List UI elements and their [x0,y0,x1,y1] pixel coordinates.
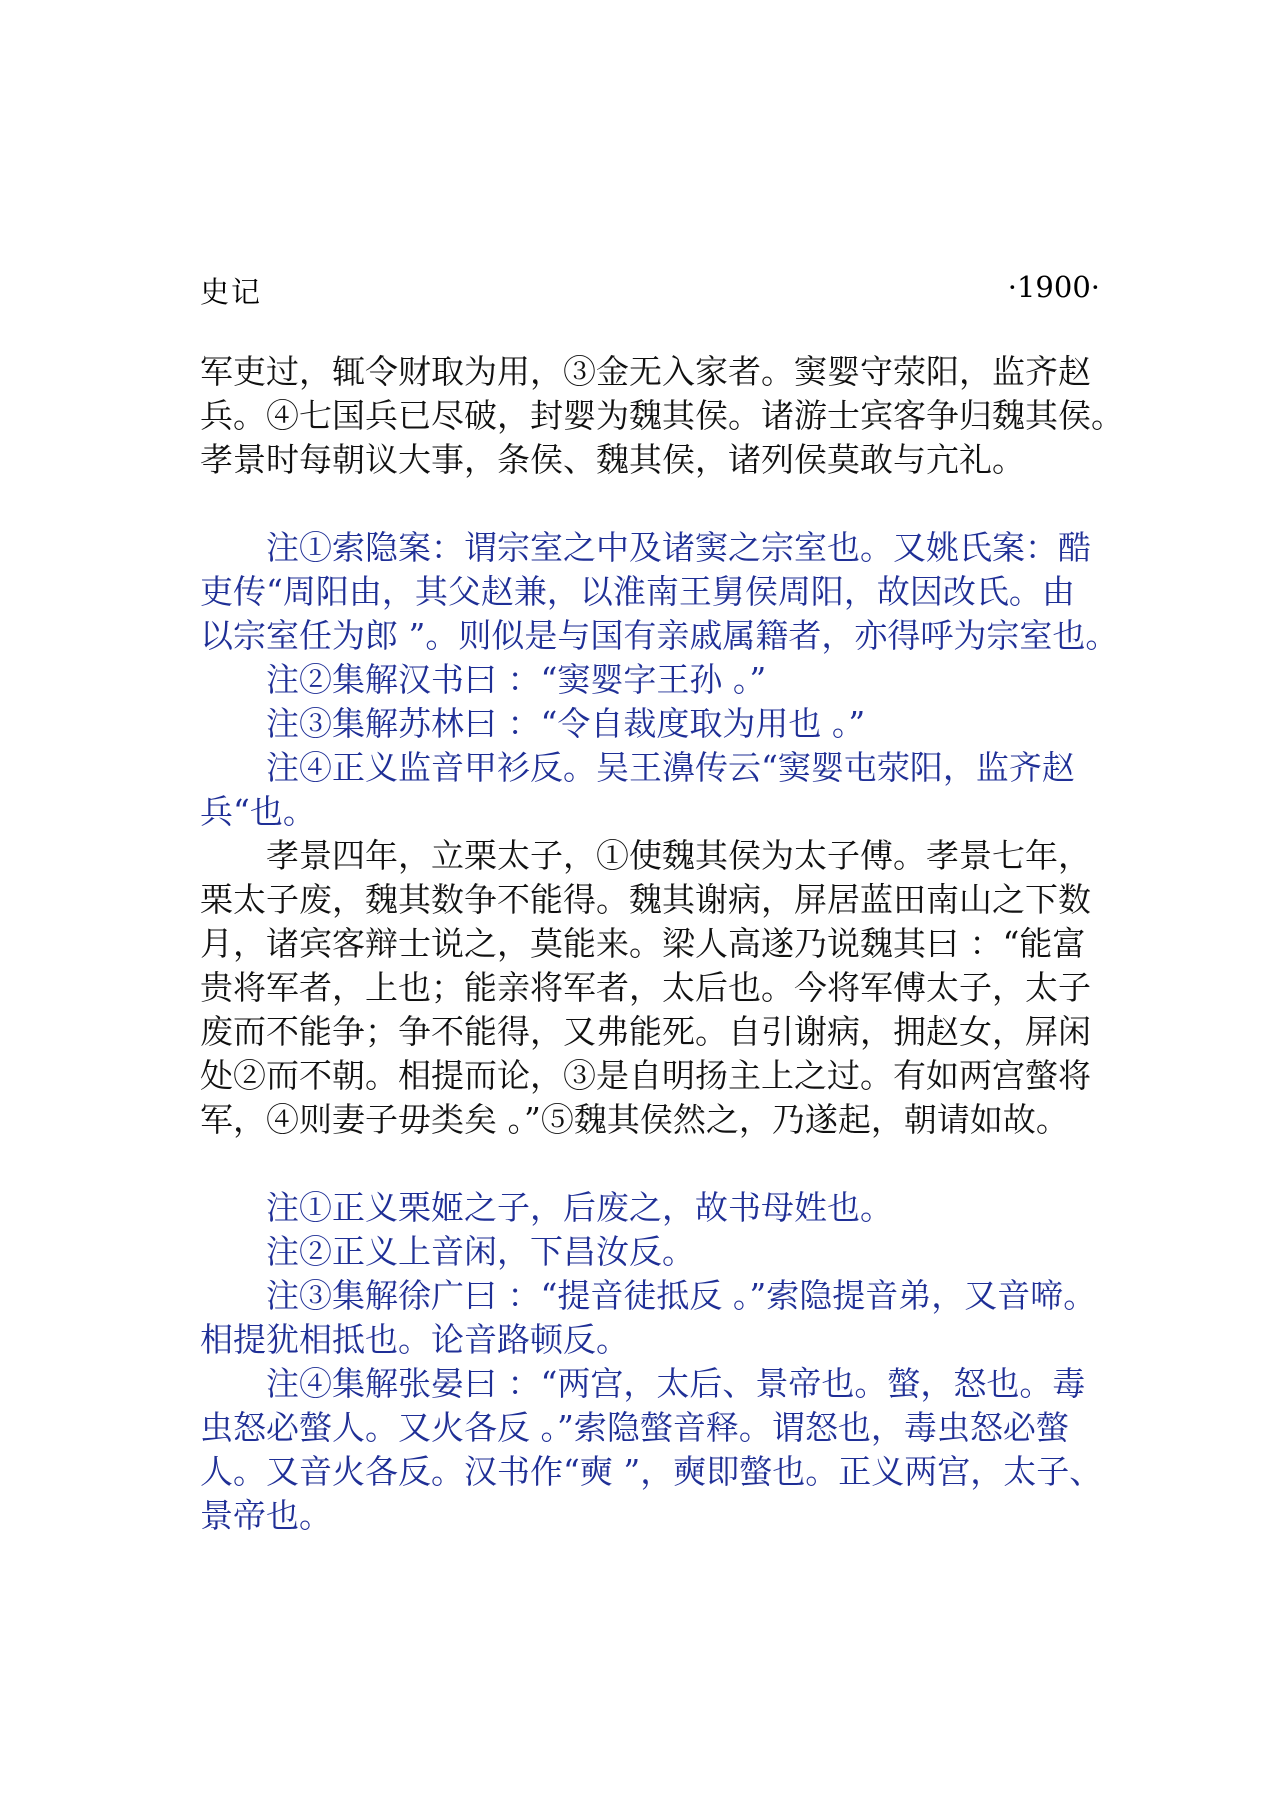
body-text-line: 栗太子废，魏其数争不能得。魏其谢病，屏居蓝田南山之下数 [200,880,1091,919]
annotation-line: 注④正义监音甲衫反。吴王濞传云“窦婴屯荥阳，监齐赵 [266,748,1075,787]
body-text-line: 孝景四年，立栗太子，①使魏其侯为太子傅。孝景七年， [266,836,1091,875]
annotation-line: 以宗室任为郎 ”。则似是与国有亲戚属籍者，亦得呼为宗室也。 [200,616,1119,655]
body-text-line: 军，④则妻子毋类矣 。”⑤魏其侯然之，乃遂起，朝请如故。 [200,1100,1069,1139]
annotation-line: 注①索隐案：谓宗室之中及诸窦之宗室也。又姚氏案：酷 [266,528,1091,567]
body-text-line: 处②而不朝。相提而论，③是自明扬主上之过。有如两宫螫将 [200,1056,1091,1095]
annotation-line: 注④集解张晏曰 ：“两宫，太后、景帝也。螫，怒也。毒 [266,1364,1086,1403]
book-title: 史记 [200,275,263,309]
annotation-line: 注③集解徐广曰 ：“提音徒抵反 。”索隐提音弟，又音啼。 [266,1276,1097,1315]
body-text-line: 兵。④七国兵已尽破，封婴为魏其侯。诸游士宾客争归魏其侯。 [200,396,1124,435]
annotation-line: 人。又音火各反。汉书作“奭 ”，奭即螫也。正义两宫，太子、 [200,1452,1103,1491]
annotation-line: 注②集解汉书曰 ：“窦婴字王孙 。” [266,660,767,699]
annotation-line: 相提犹相抵也。论音路顿反。 [200,1320,629,1359]
body-text-line: 月，诸宾客辩士说之，莫能来。梁人高遂乃说魏其曰 ：“能富 [200,924,1086,963]
body-text-line: 军吏过，辄令财取为用，③金无入家者。窦婴守荥阳，监齐赵 [200,352,1091,391]
annotation-line: 虫怒必螫人。又火各反 。”索隐螫音释。谓怒也，毒虫怒必螫 [200,1408,1069,1447]
paragraph-gap [200,1142,1110,1186]
body-text-line: 贵将军者，上也；能亲将军者，太后也。今将军傅太子，太子 [200,968,1091,1007]
annotation-line: 兵“也。 [200,792,316,831]
paragraph-gap [200,482,1110,526]
annotation-line: 吏传“周阳由，其父赵兼，以淮南王舅侯周阳，故因改氏。由 [200,572,1075,611]
page-number: ·1900· [1007,270,1100,304]
body-text-line: 孝景时每朝议大事，条侯、魏其侯，诸列侯莫敢与亢礼。 [200,440,1025,479]
page-header [200,270,1100,314]
annotation-line: 注①正义栗姬之子，后废之，故书母姓也。 [266,1188,893,1227]
body-text-line: 废而不能争；争不能得，又弗能死。自引谢病，拥赵女，屏闲 [200,1012,1091,1051]
annotation-line: 注②正义上音闲，下昌汝反。 [266,1232,695,1271]
annotation-line: 注③集解苏林曰 ：“令自裁度取为用也 。” [266,704,866,743]
annotation-line: 景帝也。 [200,1496,332,1535]
page-content [200,350,1124,1538]
